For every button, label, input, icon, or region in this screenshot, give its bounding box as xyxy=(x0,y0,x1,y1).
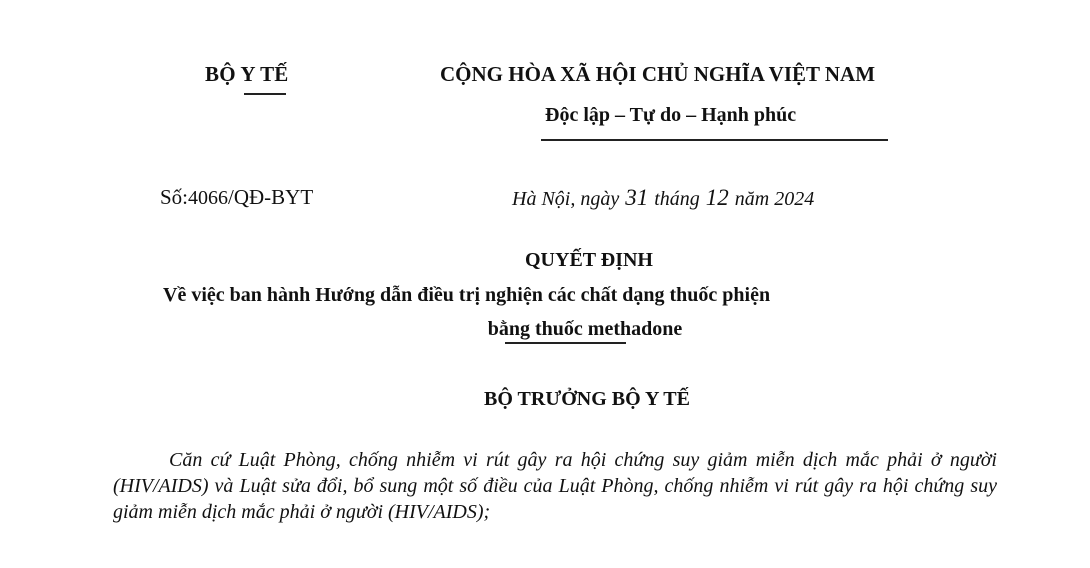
document-number xyxy=(160,185,313,210)
number-suffix: /QĐ-BYT xyxy=(228,185,314,209)
national-motto: Độc lập – Tự do – Hạnh phúc xyxy=(545,104,797,126)
month-label: tháng xyxy=(654,188,700,210)
decision-subject-line-2: bằng thuốc methadone xyxy=(487,318,683,340)
issuing-agency: BỘ Y TẾ xyxy=(205,62,289,86)
legal-basis-paragraph: Căn cứ Luật Phòng, chống nhiễm vi rút gây ra hội chứng suy giảm miễn dịch mắc phải ở người (HIV/AIDS) và Luật sửa đổi, bổ sung một số điều của Luật Phòng, chống nhiễm vi rút gây ra hội chứng suy giảm miễn dịch mắc phải ở người (HIV/AIDS); xyxy=(113,449,997,523)
agency-underline xyxy=(244,93,286,95)
national-title: CỘNG HÒA XÃ HỘI CHỦ NGHĨA VIỆT NAM xyxy=(440,62,876,86)
place-and-date xyxy=(512,185,814,211)
number-value: 4066 xyxy=(188,187,229,209)
number-prefix: Số: xyxy=(160,185,189,209)
motto-underline xyxy=(541,139,888,141)
issuer-title: BỘ TRƯỞNG BỘ Y TẾ xyxy=(484,388,690,410)
date-month: 12 xyxy=(705,185,729,210)
decision-title: QUYẾT ĐỊNH xyxy=(525,249,653,271)
place-prefix: Hà Nội, ngày xyxy=(512,188,620,210)
year-label: năm 2024 xyxy=(734,188,815,210)
subject-underline xyxy=(505,342,626,344)
decision-subject-line-1: Về việc ban hành Hướng dẫn điều trị nghiện các chất dạng thuốc phiện xyxy=(163,284,771,306)
date-day: 31 xyxy=(625,185,649,210)
